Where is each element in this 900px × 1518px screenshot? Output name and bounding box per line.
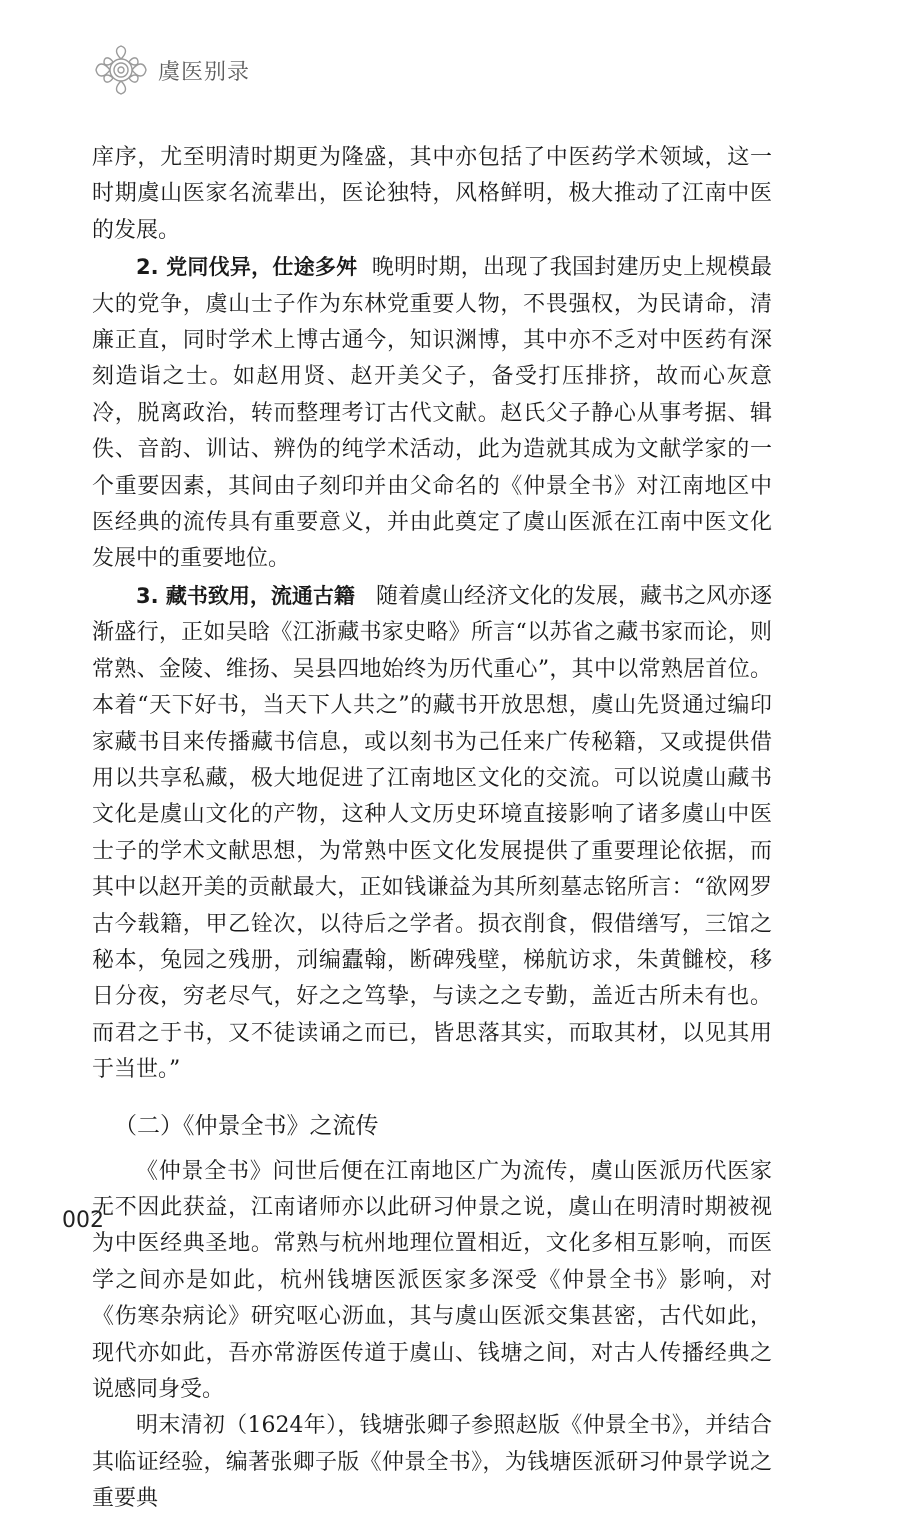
decorative-knot-logo-icon <box>92 44 150 96</box>
section-heading: （二）《仲景全书》之流传 <box>114 1112 379 1139</box>
paragraph-2-heading: 2. 党同伐异，仕途多舛 <box>136 255 358 280</box>
paragraph-1: 庠序，尤至明清时期更为隆盛，其中亦包括了中医药学术领域，这一时期虞山医家名流辈出，医论独特，风格鲜明，极大推动了江南中医的发展。 <box>92 145 772 243</box>
page-number: 002 <box>62 1208 104 1233</box>
running-header <box>92 42 392 98</box>
paragraph-3-text: 随着虞山经济文化的发展，藏书之风亦逐渐盛行，正如吴晗《江浙藏书家史略》所言“以苏省之藏书家而论，则常熟、金陵、维扬、吴县四地始终为历代重心”，其中以常熟居首位。本着“天下好书，当天下人共之”的藏书开放思想，虞山先贤通过编印家藏书目来传播藏书信息，或以刻书为己任来广传秘籍，又或提供借用以共享私藏，极大地促进了江南地区文化的交流。可以说虞山藏书文化是虞山文化的产物，这种人文历史环境直接影响了诸多虞山中医士子的学术文献思想，为常熟中医文化发展提供了重要理论依据，而其中以赵开美的贡献最大，正如钱谦益为其所刻墓志铭所言：“欲网罗古今载籍，甲乙铨次，以待后之学者。损衣削食，假借缮写，三馆之秘本，兔园之残册，刓编蠹翰，断碑残壁，梯航访求，朱黄雠校，移日分夜，穷老尽气，好之之笃挚，与读之之专勤，盖近古所未有也。而君之于书，又不徒读诵之而已，皆思落其实，而取其材，以见其用于当世。” <box>92 583 772 1083</box>
paragraph-5: 明末清初（1624年），钱塘张卿子参照赵版《仲景全书》，并结合其临证经验，编著张卿子版《仲景全书》，为钱塘医派研习仲景学说之重要典 <box>92 1413 772 1512</box>
header-title: 虞医别录 <box>158 59 251 85</box>
paragraph-3 <box>92 578 772 1089</box>
paragraph-4: 《仲景全书》问世后便在江南地区广为流传，虞山医派历代医家无不因此获益，江南诸师亦以此研习仲景之说，虞山在明清时期被视为中医经典圣地。常熟与杭州地理位置相近，文化多相互影响，而医学之间亦是如此，杭州钱塘医派医家多深受《仲景全书》影响，对《伤寒杂病论》研究呕心沥血，其与虞山医派交集甚密，古代如此，现代亦如此，吾亦常游医传道于虞山、钱塘之间，对古人传播经典之说感同身受。 <box>92 1158 772 1402</box>
paragraph-2-text: 晚明时期，出现了我国封建历史上规模最大的党争，虞山士子作为东林党重要人物，不畏强权，为民请命，清廉正直，同时学术上博古通今，知识渊博，其中亦不乏对中医药有深刻造诣之士。如赵用贤、赵开美父子，备受打压排挤，故而心灰意冷，脱离政治，转而整理考订古代文献。赵氏父子静心从事考据、辑佚、音韵、训诂、辨伪的纯学术活动，此为造就其成为文献学家的一个重要因素，其间由子刻印并由父命名的《仲景全书》对江南地区中医经典的流传具有重要意义，并由此奠定了虞山医派在江南中医文化发展中的重要地位。 <box>92 255 772 572</box>
paragraph-2 <box>92 249 772 578</box>
paragraph-3-heading: 3. 藏书致用，流通古籍 <box>136 583 355 608</box>
page-body <box>92 140 772 1518</box>
